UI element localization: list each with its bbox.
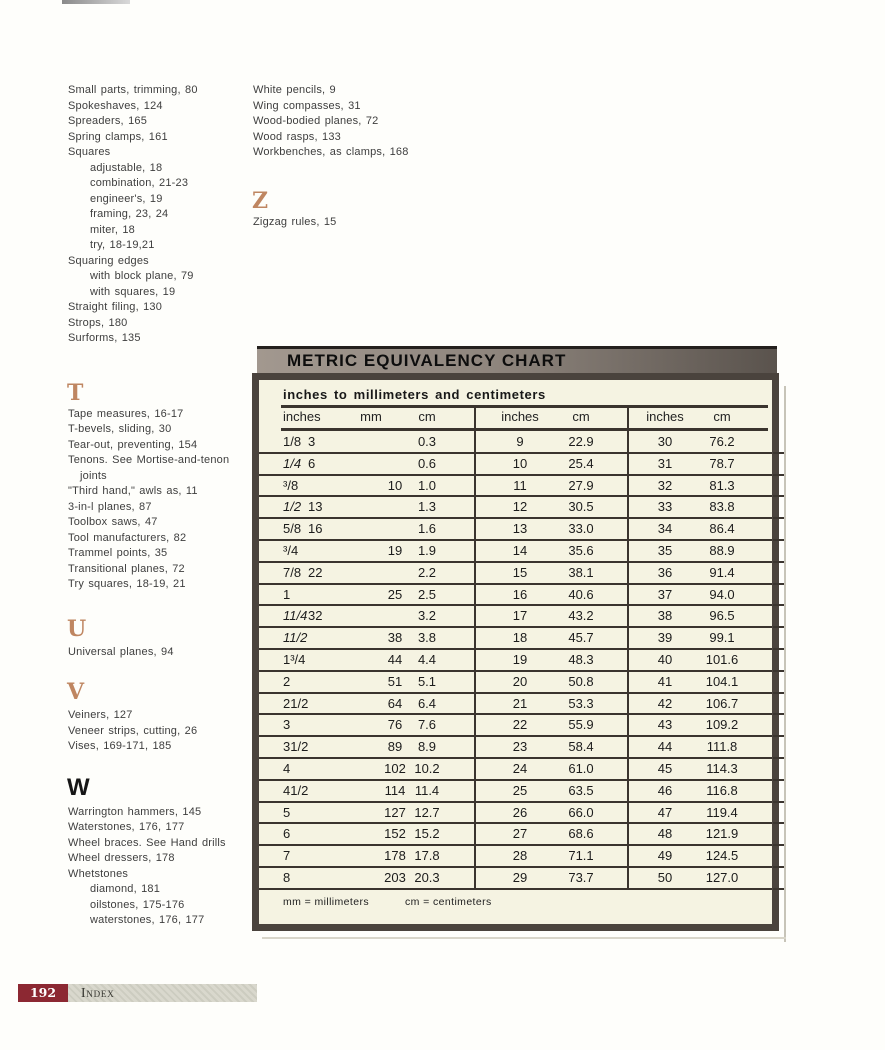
cell-mm: 3: [308, 434, 316, 449]
table-row: [259, 628, 772, 650]
index-entry: Waterstones, 176, 177: [68, 821, 185, 833]
cell-cm-3: 88.9: [709, 542, 735, 558]
cell-inches-2: 20: [512, 673, 528, 689]
footer-index-label: Index: [68, 984, 257, 1002]
index-entry: adjustable, 18: [90, 161, 163, 174]
cell-cm-3: 106.7: [705, 695, 739, 711]
cell-cm: 1.9: [417, 542, 437, 558]
cell-cm: 10.2: [414, 760, 440, 776]
cell-inches: 7/8: [283, 564, 302, 580]
table-row: [259, 519, 772, 541]
cell-inches-3: 40: [657, 651, 673, 667]
cell-cm: 1.0: [417, 477, 437, 493]
cell-inches-2: 22: [512, 717, 528, 733]
cell-cm-3: 91.4: [709, 564, 735, 580]
column-header-inches: inches: [646, 409, 684, 424]
table-row: [259, 454, 772, 476]
cell-cm-2: 55.9: [568, 717, 594, 733]
cell-cm: 4.4: [417, 651, 437, 667]
cell-cm-3: 111.8: [706, 739, 738, 755]
cell-mm: 178: [384, 848, 406, 864]
cell-cm-3: 119.4: [706, 804, 738, 820]
cell-inches-2: 25: [512, 782, 528, 798]
cell-cm-2: 66.0: [568, 804, 594, 820]
index-column-right: [253, 83, 463, 230]
cell-cm-2: 50.8: [568, 673, 594, 689]
cell-inches-2: 11: [513, 477, 527, 493]
cell-cm: 7.6: [417, 717, 437, 733]
index-entry: Spring clamps, 161: [68, 130, 168, 143]
cell-inches-2: 28: [512, 848, 528, 864]
cell-cm-3: 114.3: [706, 760, 738, 776]
index-entry: Tape measures, 16-17: [68, 407, 184, 420]
table-row: [259, 868, 772, 890]
index-entry: combination, 21-23: [90, 177, 189, 189]
chart-title: METRIC EQUIVALENCY CHART: [287, 351, 567, 370]
index-entry: diamond, 181: [90, 883, 161, 895]
index-entry: with block plane, 79: [90, 270, 194, 282]
index-entry: Try squares, 18-19, 21: [68, 578, 186, 590]
index-entry: Spreaders, 165: [68, 115, 148, 127]
index-entry: engineer's, 19: [90, 192, 163, 205]
cell-cm-3: 121.9: [705, 826, 739, 842]
index-entry: oilstones, 175-176: [90, 898, 185, 911]
cell-cm-3: 86.4: [709, 521, 735, 537]
cell-mm: 22: [308, 564, 323, 580]
cell-inches: 5: [283, 804, 291, 820]
cell-mm: 32: [308, 608, 323, 624]
index-entry: Whetstones: [68, 867, 129, 880]
section-letter-Z: Z: [252, 187, 269, 214]
index-entry: Veiners, 127: [68, 709, 133, 721]
cell-cm-2: 22.9: [568, 434, 594, 449]
table-row: [259, 650, 772, 672]
cell-inches-2: 9: [516, 434, 524, 449]
cell-inches: 3: [283, 717, 291, 733]
cell-inches-3: 35: [657, 542, 673, 558]
cell-cm-2: 35.6: [568, 542, 594, 558]
table-row: [259, 846, 772, 868]
table-row: [259, 606, 772, 628]
cell-mm: 44: [387, 651, 403, 667]
chart-shadow-right: [784, 386, 786, 942]
column-header-inches: inches: [501, 409, 539, 424]
cell-inches: 1/8: [283, 434, 302, 449]
cell-cm: 15.2: [414, 826, 440, 842]
cell-mm: 16: [308, 521, 323, 537]
legend-cm: cm = centimeters: [405, 896, 492, 908]
cell-inches-3: 34: [657, 521, 673, 537]
chart-panel: [252, 373, 779, 931]
index-entry: Wing compasses, 31: [253, 99, 361, 112]
cell-cm: 12.7: [414, 804, 440, 820]
cell-cm-3: 81.3: [709, 477, 735, 493]
cell-mm: 10: [387, 477, 403, 493]
cell-inches-3: 47: [657, 804, 673, 820]
table-row: [259, 541, 772, 563]
cell-cm: 3.8: [417, 630, 437, 646]
column-divider: [474, 405, 476, 890]
cell-cm: 20.3: [414, 869, 440, 885]
cell-cm: 8.9: [417, 739, 437, 755]
column-divider: [627, 405, 629, 890]
cell-cm: 6.4: [417, 695, 437, 711]
cell-inches-3: 36: [657, 564, 673, 580]
column-header-cm: cm: [572, 409, 590, 424]
cell-cm-3: 101.6: [705, 651, 739, 667]
cell-inches-2: 13: [512, 521, 528, 537]
cell-inches: 6: [283, 826, 291, 842]
cell-mm: 89: [387, 739, 403, 755]
cell-inches: 8: [283, 869, 291, 885]
cell-cm-3: 96.5: [709, 608, 735, 624]
cell-cm: 0.3: [417, 434, 437, 449]
column-header-cm: cm: [713, 409, 731, 424]
index-entry: 3-in-l planes, 87: [68, 500, 152, 513]
index-entry: Tenons. See Mortise-and-tenon: [68, 454, 230, 466]
index-entry: with squares, 19: [90, 285, 176, 298]
cell-inches-2: 29: [512, 869, 528, 885]
cell-cm-2: 43.2: [568, 608, 594, 624]
index-entry: T-bevels, sliding, 30: [68, 423, 172, 435]
chart-legend: [283, 896, 528, 908]
cell-mm: 76: [387, 717, 403, 733]
table-row: [259, 432, 772, 454]
cell-inches-2: 21: [512, 695, 528, 711]
table-row: [259, 737, 772, 759]
index-entry: Vises, 169-171, 185: [68, 740, 172, 752]
cell-cm-3: 78.7: [709, 455, 735, 471]
cell-inches-3: 31: [657, 455, 673, 471]
cell-inches-2: 10: [512, 455, 528, 471]
chart-title-bar: [257, 346, 777, 373]
table-row: [259, 497, 772, 519]
cell-inches: 2: [283, 673, 291, 689]
index-entry: Toolbox saws, 47: [68, 516, 158, 528]
table-body: [259, 432, 772, 890]
table-row: [259, 694, 772, 716]
cell-inches: 5/8: [283, 521, 302, 537]
cell-cm-3: 116.8: [706, 782, 738, 798]
cell-cm-2: 33.0: [568, 521, 594, 537]
index-entry: Tear-out, preventing, 154: [68, 438, 198, 451]
cell-inches-3: 38: [657, 608, 673, 624]
table-row: [259, 759, 772, 781]
cell-inches-3: 43: [657, 717, 673, 733]
cell-inches-2: 14: [512, 542, 528, 558]
cell-cm-3: 83.8: [709, 499, 735, 515]
cell-inches: 11/4: [283, 608, 308, 624]
index-entry: Workbenches, as clamps, 168: [253, 146, 409, 158]
cell-cm: 17.8: [414, 848, 440, 864]
cell-cm-2: 68.6: [568, 826, 594, 842]
cell-cm-3: 124.5: [705, 848, 739, 864]
cell-cm-2: 27.9: [568, 477, 594, 493]
table-row: [259, 672, 772, 694]
column-header-mm: mm: [360, 409, 382, 424]
cell-cm-2: 63.5: [568, 782, 594, 798]
index-entry: Squares: [68, 146, 111, 158]
index-entry: joints: [80, 469, 107, 482]
index-entry: waterstones, 176, 177: [90, 914, 205, 926]
index-entry: Trammel points, 35: [68, 547, 168, 559]
cell-cm-3: 76.2: [709, 434, 735, 449]
cell-inches: 1/4: [283, 455, 302, 471]
cell-inches-3: 41: [657, 673, 673, 689]
cell-inches-2: 18: [512, 630, 528, 646]
cell-mm: 203: [384, 869, 406, 885]
cell-cm-3: 109.2: [705, 717, 739, 733]
index-entry: Universal planes, 94: [68, 645, 174, 658]
section-letter-U: U: [67, 615, 87, 642]
index-entry: Wood-bodied planes, 72: [253, 115, 379, 127]
cell-cm-2: 40.6: [568, 586, 594, 602]
scan-artifact-strip: [62, 0, 130, 4]
cell-mm: 13: [308, 499, 323, 515]
column-header-inches: inches: [283, 409, 321, 424]
cell-mm: 38: [387, 630, 403, 646]
cell-mm: 64: [387, 695, 403, 711]
table-row: [259, 715, 772, 737]
cell-inches-3: 30: [657, 434, 673, 449]
cell-cm: 1.6: [417, 521, 437, 537]
cell-inches-3: 42: [657, 695, 673, 711]
cell-inches-2: 19: [512, 651, 528, 667]
index-entry: Surforms, 135: [68, 332, 141, 344]
index-entry: Wheel dressers, 178: [68, 852, 175, 864]
cell-mm: 6: [308, 455, 316, 471]
index-entry: "Third hand," awls as, 11: [68, 485, 198, 497]
header-rule: [281, 428, 768, 431]
legend-mm: mm = millimeters: [283, 896, 370, 908]
chart-shadow-bottom: [262, 937, 786, 939]
cell-inches-2: 24: [512, 760, 528, 776]
table-row: [259, 563, 772, 585]
cell-cm-2: 38.1: [568, 564, 594, 580]
index-entry: Tool manufacturers, 82: [68, 531, 187, 544]
cell-inches-3: 49: [657, 848, 673, 864]
cell-inches-3: 48: [657, 826, 673, 842]
page-number-badge: 192: [18, 984, 68, 1002]
cell-cm-2: 58.4: [568, 739, 594, 755]
index-entry: Strops, 180: [68, 316, 128, 329]
cell-cm: 2.2: [417, 564, 437, 580]
cell-cm-2: 73.7: [568, 869, 594, 885]
cell-inches-2: 23: [512, 739, 528, 755]
cell-cm-2: 71.1: [568, 848, 594, 864]
index-entry: Straight filing, 130: [68, 301, 163, 313]
index-column-left: [68, 83, 254, 929]
cell-cm-3: 104.1: [705, 673, 739, 689]
cell-cm: 3.2: [417, 608, 437, 624]
cell-cm: 2.5: [417, 586, 437, 602]
cell-inches: 1³/4: [283, 651, 306, 667]
cell-mm: 25: [387, 586, 403, 602]
cell-inches-3: 39: [657, 630, 673, 646]
cell-inches-3: 33: [657, 499, 673, 515]
index-entry: Veneer strips, cutting, 26: [68, 724, 198, 737]
subtitle-rule: [281, 405, 768, 408]
cell-cm-2: 53.3: [568, 695, 594, 711]
index-entry: White pencils, 9: [253, 84, 336, 96]
index-entry: Wood rasps, 133: [253, 130, 341, 143]
cell-cm-2: 61.0: [568, 760, 594, 776]
cell-inches-2: 12: [512, 499, 528, 515]
cell-cm-2: 45.7: [568, 630, 594, 646]
table-row: [259, 476, 772, 498]
section-letter-W: W: [67, 773, 90, 801]
cell-cm: 1.3: [417, 499, 437, 515]
cell-inches-3: 46: [657, 782, 673, 798]
section-letter-V: V: [67, 679, 85, 705]
cell-inches: 1: [283, 586, 291, 602]
cell-cm-2: 48.3: [568, 651, 594, 667]
cell-inches: 1/2: [283, 499, 302, 515]
cell-inches-2: 15: [512, 564, 528, 580]
cell-cm-3: 127.0: [705, 869, 739, 885]
cell-inches: 21/2: [283, 695, 309, 711]
chart-subtitle: inches to millimeters and centimeters: [283, 387, 546, 402]
cell-inches-3: 45: [657, 760, 673, 776]
index-entry: framing, 23, 24: [90, 208, 169, 220]
cell-inches-3: 50: [657, 869, 673, 885]
index-entry: miter, 18: [90, 223, 135, 236]
index-entry: Squaring edges: [68, 254, 149, 267]
table-row: [259, 803, 772, 825]
cell-cm-3: 99.1: [709, 630, 735, 646]
cell-inches-2: 16: [512, 586, 528, 602]
index-entry: Transitional planes, 72: [68, 562, 185, 575]
table-row: [259, 781, 772, 803]
cell-inches-3: 32: [657, 477, 673, 493]
cell-cm-2: 25.4: [568, 455, 594, 471]
index-entry: Small parts, trimming, 80: [68, 84, 198, 96]
cell-inches: 31/2: [283, 739, 309, 755]
cell-inches-2: 27: [512, 826, 528, 842]
cell-inches: ³/4: [283, 542, 299, 558]
cell-mm: 19: [387, 542, 403, 558]
table-row: [259, 585, 772, 607]
cell-mm: 102: [384, 760, 406, 776]
cell-inches-3: 44: [657, 739, 673, 755]
cell-cm-3: 94.0: [709, 586, 735, 602]
metric-equivalency-chart: [252, 346, 779, 946]
cell-mm: 114: [384, 782, 406, 798]
cell-inches: 4: [283, 760, 291, 776]
cell-cm: 11.4: [414, 782, 440, 798]
cell-inches-3: 37: [657, 586, 673, 602]
cell-mm: 127: [384, 804, 406, 820]
column-header-cm: cm: [418, 409, 436, 424]
cell-inches-2: 17: [512, 608, 528, 624]
index-entry: Spokeshaves, 124: [68, 99, 163, 112]
index-entry: Zigzag rules, 15: [253, 215, 337, 228]
cell-inches: ³/8: [283, 477, 299, 493]
table-row: [259, 824, 772, 846]
cell-inches: 7: [283, 848, 291, 864]
index-entry: Warrington hammers, 145: [68, 805, 202, 818]
index-entry: Wheel braces. See Hand drills: [68, 836, 226, 849]
cell-inches: 11/2: [283, 630, 308, 646]
index-entry: try, 18-19,21: [90, 239, 155, 251]
section-letter-T: T: [67, 379, 84, 406]
cell-inches: 41/2: [283, 782, 309, 798]
cell-cm-2: 30.5: [568, 499, 594, 515]
cell-mm: 152: [384, 826, 406, 842]
cell-cm: 5.1: [417, 673, 437, 689]
cell-inches-2: 26: [512, 804, 528, 820]
cell-mm: 51: [387, 673, 403, 689]
cell-cm: 0.6: [417, 455, 437, 471]
